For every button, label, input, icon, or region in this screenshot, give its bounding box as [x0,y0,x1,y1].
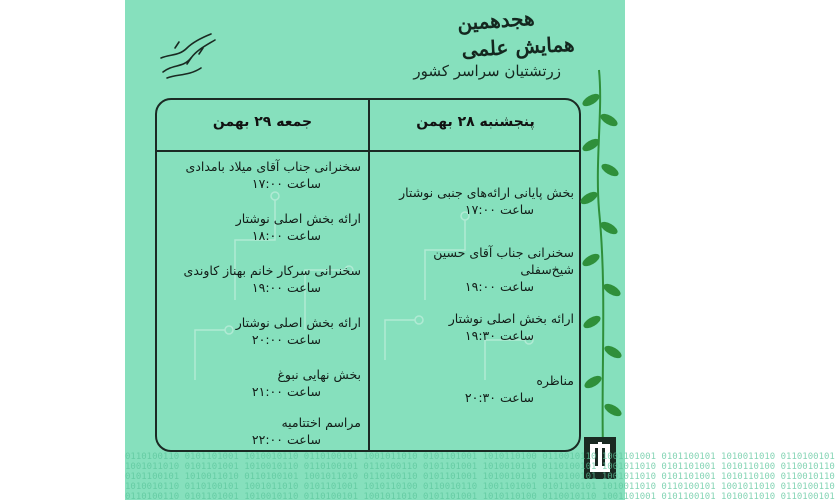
schedule-item [376,372,574,406]
event-poster [125,0,835,502]
title-line-3: زرتشتیان سراسر کشور [413,62,561,80]
item-time: ساعت ۱۹:۰۰ [251,280,321,295]
friday-header: جمعه ۲۹ بهمن [212,114,313,130]
schedule-item [163,366,361,400]
item-title: ارائه بخش اصلی نوشتار [235,315,361,330]
item-time: ساعت ۲۰:۳۰ [464,390,534,405]
title-line-1: هجدهمین [456,5,536,36]
schedule-item [376,310,574,344]
header-divider [157,150,579,152]
item-title: بخش پایانی ارائه‌های جنبی نوشتار [399,185,574,200]
item-time: ساعت ۱۹:۳۰ [464,328,534,343]
item-time: ساعت ۱۹:۰۰ [464,279,534,294]
item-title: سخنرانی جناب آقای میلاد بامدادی [185,159,361,174]
thursday-header: پنجشنبه ۲۸ بهمن [416,114,535,130]
binary-pattern: 0110100110 0101101001 1010010110 0110100101 1001011010 0101101001 1010110100 0110010110 1001101001 0101100101 1010011010 0110100101 1001011010 0101101001 1010010110 0110100101 0110100110 0101101001 1010010110 0110100101 1001011010 0101101001 1010110100 0110010110 0101100101 1010011010 0110100101 1001011010 0110100110 0101101001 1010010110 0110100101 1001011010 0101101001 1010110100 0110010110 1010010110 0110100101 1001011010 0101101001 1010110100 0110010110 1001101001 0101100101 1010011010 0110100101 1001011010 0110100110 0110100110 0101101001 1010010110 0110100101 1001011010 0101101001 1010110100 0110010110 1001101001 0101100101 1010011010 0110100101 [125,452,835,502]
item-title: سخنرانی جناب آقای حسین شیخ‌سفلی [433,245,574,277]
item-time: ساعت ۱۸:۰۰ [251,228,321,243]
item-time: ساعت ۲۰:۰۰ [251,332,321,347]
schedule-item [376,184,574,218]
schedule-item [163,210,361,244]
title-line-2: همایش علمی [461,31,576,62]
calligraphy-logo [153,28,225,84]
item-time: ساعت ۲۲:۰۰ [251,432,321,447]
item-title: سخنرانی سرکار خانم بهناز کاوندی [183,263,361,278]
item-time: ساعت ۲۱:۰۰ [251,384,321,399]
item-title: مراسم اختتامیه [281,415,361,430]
schedule-item [163,414,361,448]
item-title: ارائه بخش اصلی نوشتار [448,311,574,326]
schedule-item [163,314,361,348]
item-time: ساعت ۱۷:۰۰ [464,202,534,217]
item-title: ارائه بخش اصلی نوشتار [235,211,361,226]
schedule-item [163,158,361,192]
schedule-item [163,262,361,296]
item-title: بخش نهایی نبوغ [277,367,361,382]
schedule-table [155,98,581,452]
schedule-item [376,244,574,295]
item-title: مناظره [536,373,574,388]
column-divider [368,100,370,450]
item-time: ساعت ۱۷:۰۰ [251,176,321,191]
plant-icon [577,70,625,450]
event-title [413,5,576,80]
